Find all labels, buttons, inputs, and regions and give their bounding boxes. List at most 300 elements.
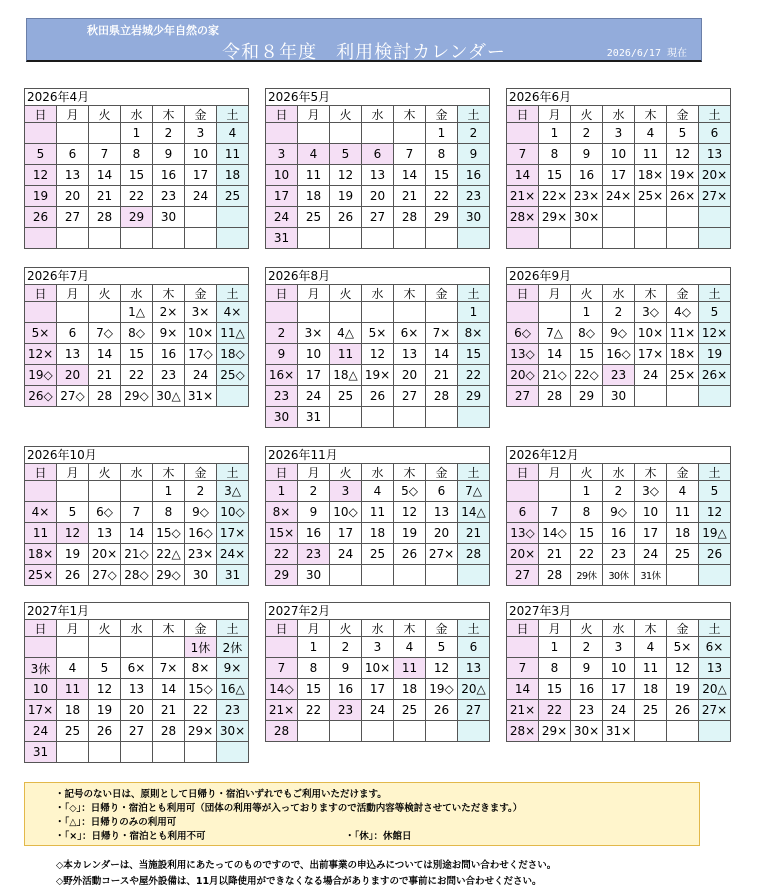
day-cell: 3× (298, 323, 330, 344)
weekday-header: 土 (458, 285, 490, 302)
day-cell: 12 (394, 502, 426, 523)
day-cell: 15 (121, 165, 153, 186)
weekday-header: 火 (330, 285, 362, 302)
day-cell: 3 (266, 144, 298, 165)
day-cell: 1 (571, 302, 603, 323)
weekday-header: 土 (217, 285, 249, 302)
day-cell: 4× (25, 502, 57, 523)
day-cell (667, 207, 699, 228)
day-cell: 17 (185, 165, 217, 186)
month-calendar (265, 446, 490, 586)
day-cell: 8× (185, 658, 217, 679)
weekday-header: 土 (699, 285, 731, 302)
weekday-header: 月 (539, 620, 571, 637)
day-cell: 14△ (458, 502, 490, 523)
day-cell (57, 302, 89, 323)
day-cell: 3 (362, 637, 394, 658)
day-cell (25, 228, 57, 249)
day-cell: 9 (266, 344, 298, 365)
day-cell: 15 (571, 523, 603, 544)
day-cell (394, 123, 426, 144)
day-cell: 1 (539, 123, 571, 144)
day-cell: 8× (458, 323, 490, 344)
day-cell: 30 (185, 565, 217, 586)
day-cell (362, 123, 394, 144)
day-cell: 7 (507, 144, 539, 165)
day-cell: 26 (57, 565, 89, 586)
weekday-header: 水 (121, 464, 153, 481)
weekday-header: 水 (603, 285, 635, 302)
weekday-header: 水 (121, 620, 153, 637)
day-cell: 2 (330, 637, 362, 658)
day-cell: 8 (426, 144, 458, 165)
weekday-header: 木 (153, 106, 185, 123)
day-cell: 15 (539, 679, 571, 700)
month-grid (506, 105, 731, 249)
day-cell: 25× (667, 365, 699, 386)
weekday-header: 水 (362, 106, 394, 123)
day-cell: 24 (362, 700, 394, 721)
day-cell: 26 (667, 700, 699, 721)
day-cell (121, 481, 153, 502)
weekday-header: 日 (507, 106, 539, 123)
day-cell: 13 (458, 658, 490, 679)
month-grid (265, 105, 490, 249)
day-cell: 5× (362, 323, 394, 344)
day-cell: 22 (458, 365, 490, 386)
weekday-header: 水 (603, 106, 635, 123)
weekday-header: 金 (426, 464, 458, 481)
day-cell: 29◇ (121, 386, 153, 407)
day-cell: 29× (185, 721, 217, 742)
day-cell (458, 407, 490, 428)
day-cell (298, 228, 330, 249)
day-cell: 27 (507, 565, 539, 586)
day-cell: 22 (121, 365, 153, 386)
day-cell (699, 386, 731, 407)
day-cell (507, 481, 539, 502)
day-cell: 28◇ (121, 565, 153, 586)
day-cell (121, 637, 153, 658)
day-cell: 11 (362, 502, 394, 523)
day-cell: 24 (330, 544, 362, 565)
day-cell (426, 302, 458, 323)
weekday-header: 月 (57, 464, 89, 481)
note-closed-day: ・「休」：休館日 (345, 831, 412, 842)
day-cell: 28× (507, 207, 539, 228)
day-cell: 14 (507, 679, 539, 700)
day-cell: 14◇ (539, 523, 571, 544)
day-cell: 16△ (217, 679, 249, 700)
day-cell: 23 (153, 365, 185, 386)
day-cell (699, 207, 731, 228)
weekday-header: 日 (25, 106, 57, 123)
day-cell (266, 123, 298, 144)
day-cell: 12 (667, 658, 699, 679)
weekday-header: 日 (25, 285, 57, 302)
day-cell: 10× (185, 323, 217, 344)
day-cell: 2休 (217, 637, 249, 658)
month-grid (265, 284, 490, 428)
day-cell: 14◇ (266, 679, 298, 700)
day-cell: 10◇ (330, 502, 362, 523)
day-cell: 11△ (217, 323, 249, 344)
day-cell (217, 742, 249, 763)
day-cell (426, 407, 458, 428)
day-cell: 18◇ (217, 344, 249, 365)
day-cell: 28 (539, 386, 571, 407)
day-cell: 12 (89, 679, 121, 700)
day-cell (330, 407, 362, 428)
day-cell (635, 207, 667, 228)
day-cell: 19◇ (426, 679, 458, 700)
day-cell: 17 (603, 679, 635, 700)
weekday-header: 日 (266, 285, 298, 302)
weekday-header: 日 (507, 464, 539, 481)
day-cell: 3 (603, 123, 635, 144)
weekday-header: 金 (426, 106, 458, 123)
day-cell: 22 (298, 700, 330, 721)
day-cell: 21 (458, 523, 490, 544)
day-cell (89, 481, 121, 502)
day-cell: 11 (330, 344, 362, 365)
day-cell: 10 (603, 658, 635, 679)
day-cell: 23 (266, 386, 298, 407)
day-cell: 21× (266, 700, 298, 721)
month-title: 2026年5月 (265, 88, 490, 105)
day-cell: 2 (298, 481, 330, 502)
day-cell: 23× (185, 544, 217, 565)
day-cell: 25 (298, 207, 330, 228)
day-cell: 5 (330, 144, 362, 165)
day-cell: 1 (426, 123, 458, 144)
day-cell: 23 (298, 544, 330, 565)
day-cell: 8 (539, 144, 571, 165)
day-cell: 22 (185, 700, 217, 721)
day-cell: 2× (153, 302, 185, 323)
day-cell: 19 (330, 186, 362, 207)
day-cell: 30× (571, 207, 603, 228)
day-cell: 9 (458, 144, 490, 165)
weekday-header: 日 (507, 285, 539, 302)
day-cell: 17 (603, 165, 635, 186)
day-cell: 5 (699, 302, 731, 323)
day-cell: 11 (667, 502, 699, 523)
weekday-header: 金 (667, 620, 699, 637)
weekday-header: 火 (571, 285, 603, 302)
day-cell: 20 (57, 365, 89, 386)
weekday-header: 金 (185, 464, 217, 481)
day-cell (394, 565, 426, 586)
day-cell: 16 (571, 165, 603, 186)
weekday-header: 木 (635, 464, 667, 481)
day-cell (635, 386, 667, 407)
note-line: ・記号のない日は、原則として日帰り・宿泊いずれでもご利用いただけます。 (55, 789, 387, 800)
day-cell: 24 (25, 721, 57, 742)
day-cell: 10 (635, 502, 667, 523)
day-cell: 14 (394, 165, 426, 186)
day-cell: 11 (217, 144, 249, 165)
day-cell: 5 (667, 123, 699, 144)
day-cell (266, 302, 298, 323)
month-calendar (506, 88, 731, 249)
day-cell (266, 637, 298, 658)
weekday-header: 土 (699, 106, 731, 123)
day-cell: 25 (362, 544, 394, 565)
day-cell: 26◇ (25, 386, 57, 407)
day-cell: 13 (57, 344, 89, 365)
day-cell (89, 123, 121, 144)
day-cell: 25 (394, 700, 426, 721)
day-cell: 28 (266, 721, 298, 742)
day-cell: 19 (57, 544, 89, 565)
day-cell: 18 (57, 700, 89, 721)
day-cell: 4 (394, 637, 426, 658)
day-cell: 2 (185, 481, 217, 502)
day-cell: 10 (298, 344, 330, 365)
weekday-header: 木 (635, 285, 667, 302)
day-cell: 15 (539, 165, 571, 186)
day-cell: 25 (667, 544, 699, 565)
day-cell (362, 302, 394, 323)
day-cell (153, 742, 185, 763)
day-cell: 10 (266, 165, 298, 186)
day-cell: 6◇ (89, 502, 121, 523)
day-cell: 13◇ (507, 523, 539, 544)
day-cell: 9 (330, 658, 362, 679)
month-calendar (506, 602, 731, 742)
day-cell (25, 481, 57, 502)
day-cell: 8 (153, 502, 185, 523)
day-cell: 6 (57, 323, 89, 344)
day-cell: 13 (394, 344, 426, 365)
day-cell (699, 721, 731, 742)
day-cell: 9 (298, 502, 330, 523)
day-cell: 7△ (539, 323, 571, 344)
day-cell: 19△ (699, 523, 731, 544)
day-cell: 2 (458, 123, 490, 144)
day-cell: 27 (507, 386, 539, 407)
weekday-header: 日 (266, 106, 298, 123)
day-cell (57, 123, 89, 144)
weekday-header: 金 (185, 620, 217, 637)
month-grid (24, 105, 249, 249)
day-cell: 9 (571, 144, 603, 165)
day-cell: 7× (426, 323, 458, 344)
day-cell: 23 (330, 700, 362, 721)
day-cell: 21 (153, 700, 185, 721)
month-title: 2026年7月 (24, 267, 249, 284)
day-cell: 31× (185, 386, 217, 407)
weekday-header: 土 (699, 620, 731, 637)
day-cell: 24× (217, 544, 249, 565)
weekday-header: 月 (298, 620, 330, 637)
day-cell: 1 (571, 481, 603, 502)
day-cell: 2 (153, 123, 185, 144)
day-cell: 29 (121, 207, 153, 228)
day-cell: 12 (426, 658, 458, 679)
day-cell: 30 (603, 386, 635, 407)
day-cell: 22 (426, 186, 458, 207)
day-cell: 24 (185, 365, 217, 386)
day-cell: 31休 (635, 565, 667, 586)
day-cell: 25 (57, 721, 89, 742)
day-cell: 25 (635, 700, 667, 721)
day-cell: 8 (121, 144, 153, 165)
day-cell: 3◇ (635, 302, 667, 323)
month-title: 2026年9月 (506, 267, 731, 284)
day-cell: 21 (539, 544, 571, 565)
day-cell (57, 481, 89, 502)
day-cell (362, 407, 394, 428)
day-cell: 17◇ (185, 344, 217, 365)
day-cell: 20× (507, 544, 539, 565)
weekday-header: 火 (89, 285, 121, 302)
day-cell: 4 (362, 481, 394, 502)
weekday-header: 水 (603, 620, 635, 637)
weekday-header: 火 (89, 620, 121, 637)
day-cell: 20 (121, 700, 153, 721)
weekday-header: 水 (362, 620, 394, 637)
day-cell: 19 (89, 700, 121, 721)
day-cell: 1休 (185, 637, 217, 658)
weekday-header: 月 (298, 106, 330, 123)
page-title: 令和８年度 利用検討カレンダー (222, 42, 506, 63)
day-cell: 4△ (330, 323, 362, 344)
day-cell (426, 565, 458, 586)
month-title: 2026年6月 (506, 88, 731, 105)
legend-notes (24, 782, 700, 846)
weekday-header: 月 (57, 620, 89, 637)
day-cell: 24 (266, 207, 298, 228)
day-cell: 15× (266, 523, 298, 544)
day-cell: 18 (298, 186, 330, 207)
day-cell: 26 (426, 700, 458, 721)
day-cell (185, 742, 217, 763)
day-cell: 16 (603, 523, 635, 544)
day-cell (89, 302, 121, 323)
weekday-header: 金 (667, 464, 699, 481)
month-calendar (24, 267, 249, 407)
day-cell: 4 (635, 637, 667, 658)
day-cell: 16 (571, 679, 603, 700)
day-cell: 20× (89, 544, 121, 565)
day-cell: 28 (89, 207, 121, 228)
day-cell (394, 228, 426, 249)
month-calendar (265, 88, 490, 249)
day-cell: 12 (667, 144, 699, 165)
day-cell: 6 (458, 637, 490, 658)
day-cell: 6◇ (507, 323, 539, 344)
day-cell: 6 (57, 144, 89, 165)
day-cell: 27× (699, 186, 731, 207)
note-line: ・「◇」：日帰り・宿泊とも利用可（団体の利用等が入っておりますので活動内容等検討させていただきます。） (55, 803, 523, 814)
header-banner (26, 18, 702, 62)
day-cell: 24 (635, 365, 667, 386)
day-cell: 29休 (571, 565, 603, 586)
day-cell: 17 (362, 679, 394, 700)
weekday-header: 水 (362, 285, 394, 302)
day-cell: 5× (667, 637, 699, 658)
weekday-header: 木 (394, 464, 426, 481)
month-grid (265, 619, 490, 742)
day-cell (217, 228, 249, 249)
day-cell: 3◇ (635, 481, 667, 502)
month-calendar (265, 602, 490, 742)
day-cell: 13 (57, 165, 89, 186)
day-cell: 16 (458, 165, 490, 186)
day-cell: 18△ (330, 365, 362, 386)
weekday-header: 火 (89, 106, 121, 123)
day-cell (426, 721, 458, 742)
day-cell: 20× (699, 165, 731, 186)
weekday-header: 金 (667, 106, 699, 123)
day-cell: 30 (298, 565, 330, 586)
day-cell: 11 (635, 144, 667, 165)
day-cell (330, 721, 362, 742)
day-cell: 25◇ (217, 365, 249, 386)
day-cell: 18 (667, 523, 699, 544)
day-cell: 6× (394, 323, 426, 344)
day-cell: 14 (539, 344, 571, 365)
day-cell: 2 (571, 123, 603, 144)
day-cell: 8◇ (121, 323, 153, 344)
weekday-header: 金 (185, 285, 217, 302)
day-cell (603, 228, 635, 249)
day-cell: 17 (298, 365, 330, 386)
day-cell (153, 637, 185, 658)
day-cell (25, 123, 57, 144)
day-cell: 7× (153, 658, 185, 679)
month-calendar (506, 446, 731, 586)
day-cell (362, 228, 394, 249)
day-cell: 23× (571, 186, 603, 207)
day-cell: 31 (25, 742, 57, 763)
weekday-header: 木 (153, 464, 185, 481)
day-cell: 15◇ (185, 679, 217, 700)
day-cell: 9 (153, 144, 185, 165)
day-cell: 11× (667, 323, 699, 344)
day-cell: 1 (539, 637, 571, 658)
day-cell (153, 228, 185, 249)
day-cell: 16 (330, 679, 362, 700)
day-cell: 18× (635, 165, 667, 186)
day-cell (330, 123, 362, 144)
day-cell (298, 123, 330, 144)
month-grid (506, 463, 731, 586)
day-cell (394, 407, 426, 428)
month-title: 2026年4月 (24, 88, 249, 105)
day-cell: 20 (426, 523, 458, 544)
day-cell: 17× (635, 344, 667, 365)
day-cell: 27× (426, 544, 458, 565)
day-cell: 4 (635, 123, 667, 144)
day-cell (298, 721, 330, 742)
weekday-header: 火 (330, 464, 362, 481)
day-cell (217, 386, 249, 407)
day-cell: 18× (25, 544, 57, 565)
day-cell: 19× (667, 165, 699, 186)
month-calendar (24, 88, 249, 249)
day-cell: 1 (458, 302, 490, 323)
day-cell: 2 (266, 323, 298, 344)
day-cell: 21× (507, 186, 539, 207)
day-cell: 22 (266, 544, 298, 565)
day-cell: 27 (57, 207, 89, 228)
day-cell: 25× (635, 186, 667, 207)
day-cell: 9 (571, 658, 603, 679)
month-title: 2026年8月 (265, 267, 490, 284)
